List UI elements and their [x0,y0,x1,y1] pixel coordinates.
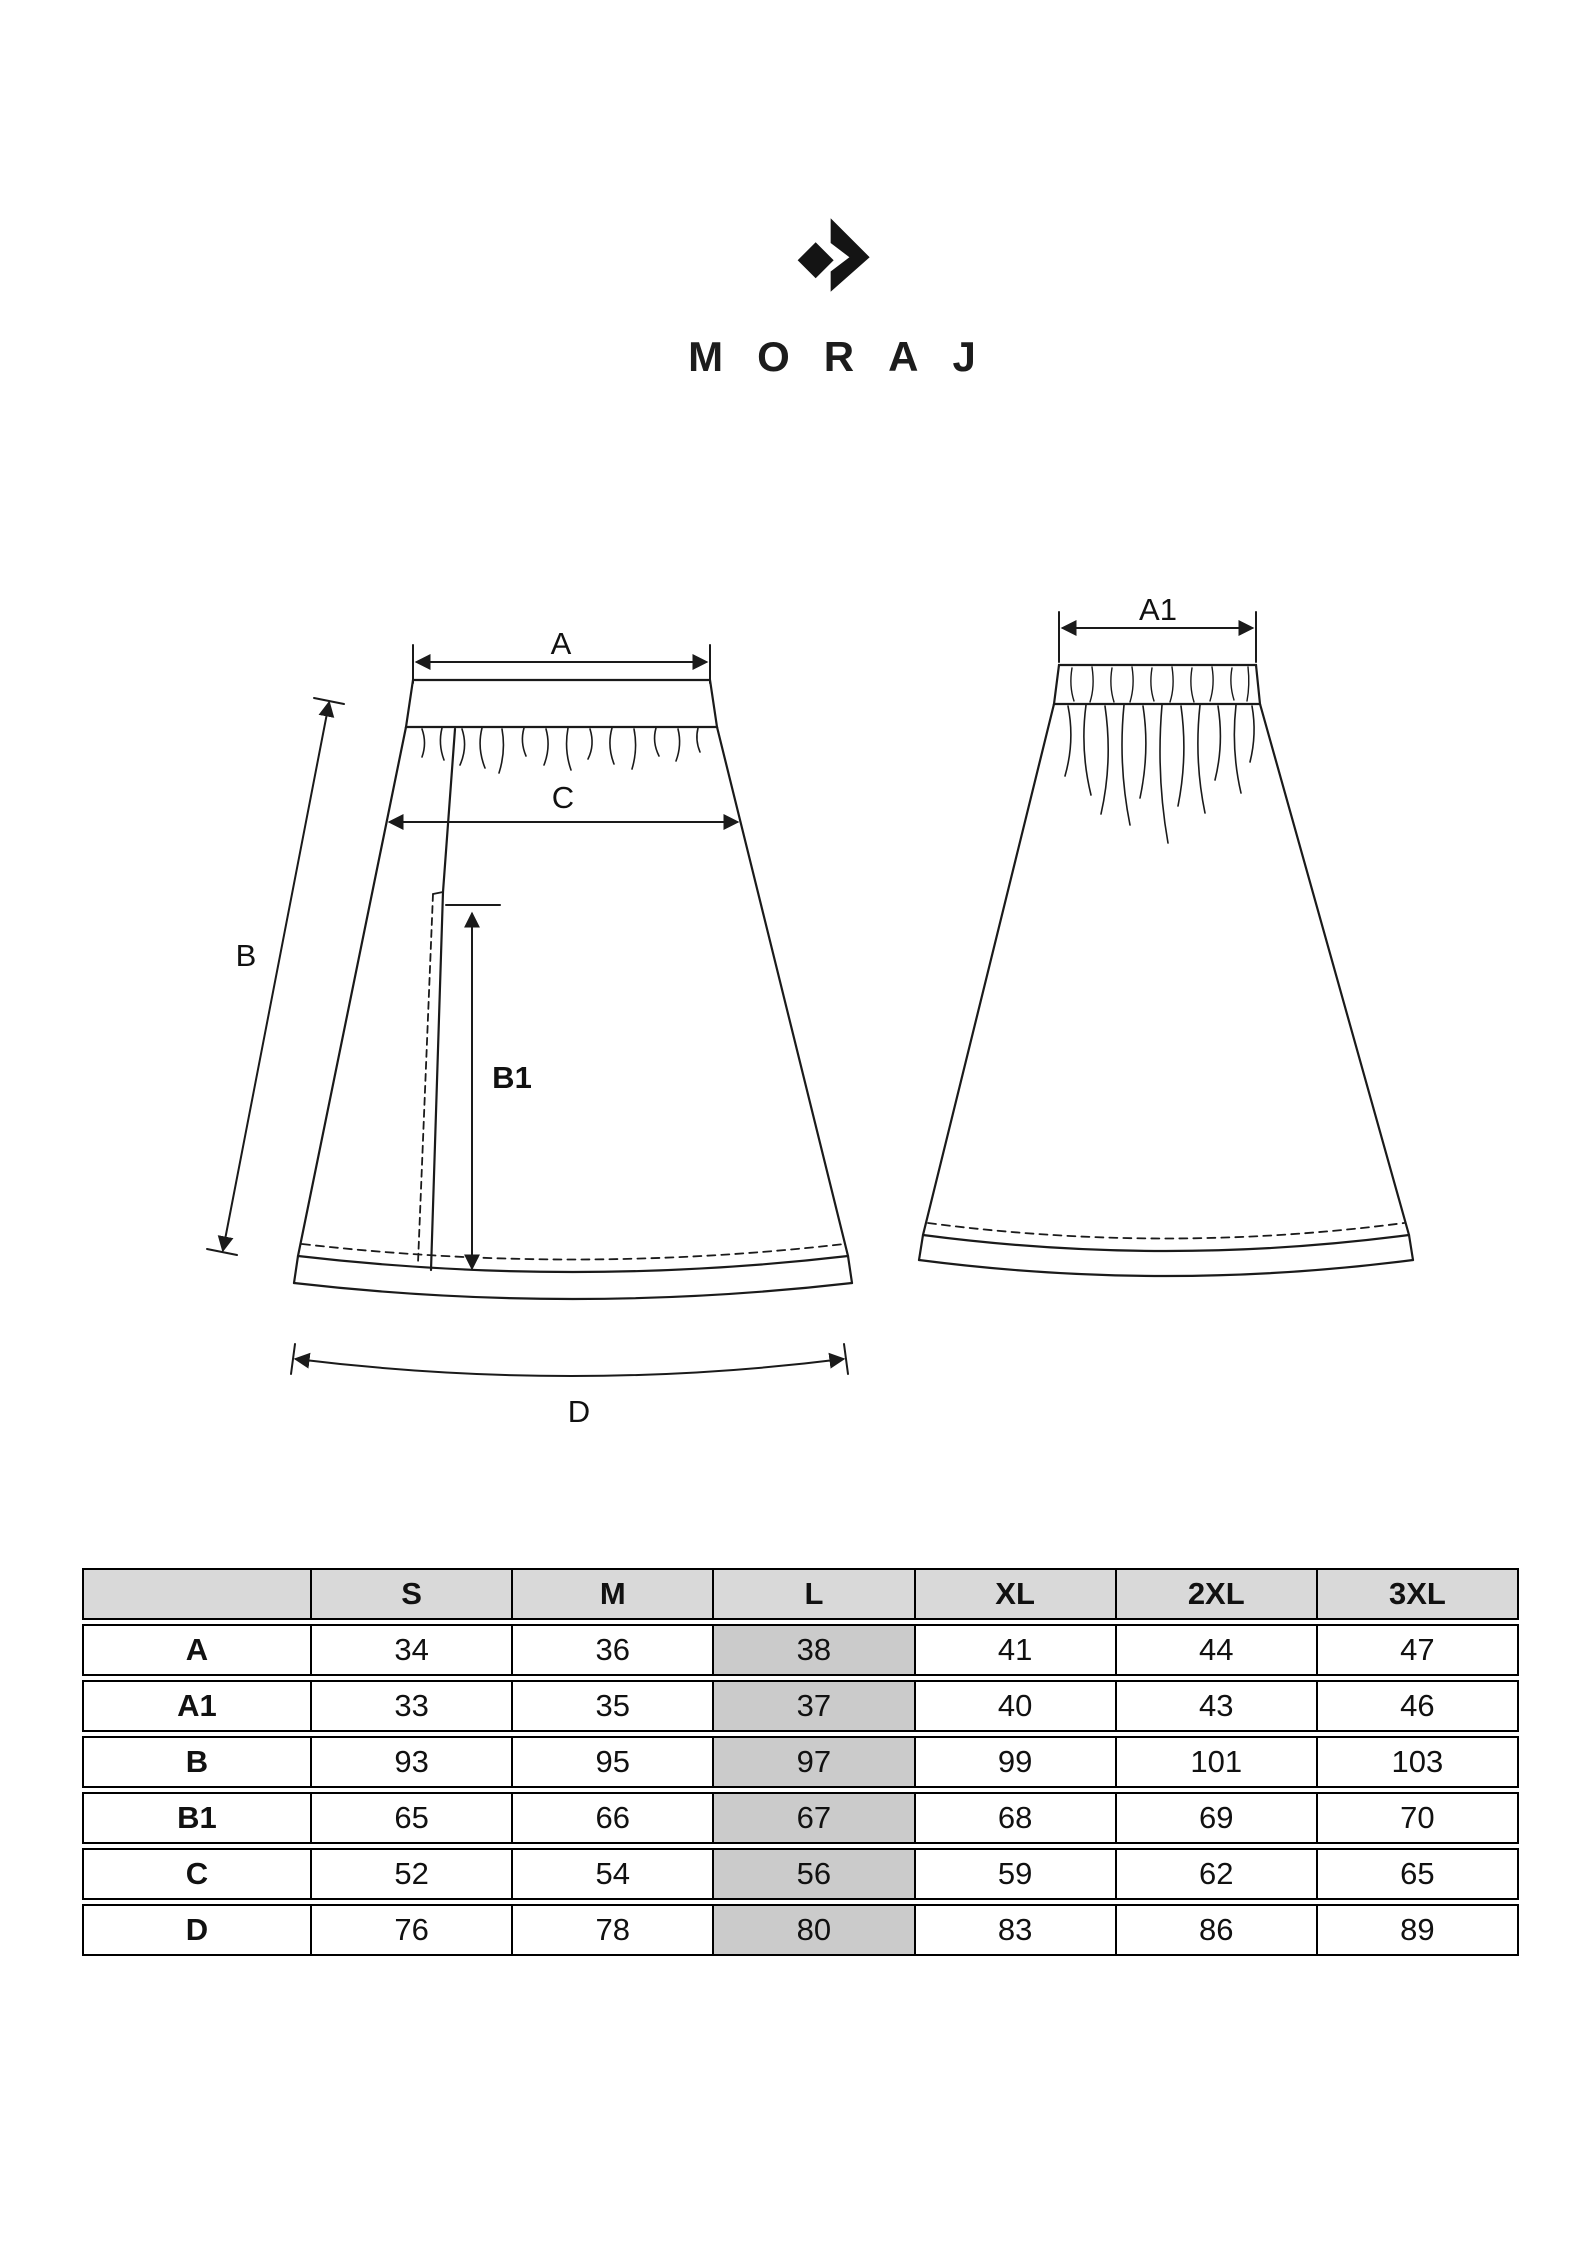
column-header-m: M [511,1570,712,1618]
front-slit-dashed [418,894,433,1263]
dim-label-a: A [550,626,572,661]
front-slit-seam [431,729,455,1270]
back-drape-lines [1065,705,1254,843]
size-table-row-b1 [82,1792,1519,1844]
size-value-cell: 46 [1316,1682,1517,1730]
size-table-row-a1 [82,1680,1519,1732]
column-header-l: L [712,1570,913,1618]
size-table-row-b [82,1736,1519,1788]
size-value-cell: 65 [1316,1850,1517,1898]
back-left-side [919,704,1054,1260]
row-label: C [185,1856,209,1891]
front-hem-top [298,1256,848,1272]
front-hem-stitch [302,1244,844,1260]
dim-d-tick-left [291,1344,295,1374]
back-right-side [1260,704,1413,1260]
size-value-cell: 93 [310,1738,511,1786]
size-value-cell: 40 [914,1682,1115,1730]
dim-label-b: B [235,938,257,973]
size-value-cell: 101 [1115,1738,1316,1786]
column-header-xl: XL [914,1570,1115,1618]
size-table-header-row [82,1568,1519,1620]
size-value-cell: 78 [511,1906,712,1954]
size-value-cell: 43 [1115,1682,1316,1730]
size-value-cell: 95 [511,1738,712,1786]
dim-label-c: C [551,780,575,815]
size-value-cell: 35 [511,1682,712,1730]
front-gather-lines [422,728,700,773]
size-value-cell: 52 [310,1850,511,1898]
size-value-cell: 83 [914,1906,1115,1954]
size-value-cell: 56 [712,1850,913,1898]
skirt-front-view-drawing [190,615,890,1465]
logo-diamond-shape [798,242,834,278]
size-value-cell: 34 [310,1626,511,1674]
size-value-cell: 103 [1316,1738,1517,1786]
size-value-cell: 33 [310,1682,511,1730]
size-value-cell: 54 [511,1850,712,1898]
size-value-cell: 70 [1316,1794,1517,1842]
size-table-row-a [82,1624,1519,1676]
back-hem-top [923,1235,1409,1251]
back-hem-bottom [919,1260,1413,1276]
dim-d-arrow [296,1359,843,1376]
size-value-cell: 97 [712,1738,913,1786]
size-value-cell: 89 [1316,1906,1517,1954]
size-table-corner-cell [84,1570,310,1618]
front-slit-top [433,892,443,894]
size-value-cell: 41 [914,1626,1115,1674]
front-hem-bottom [294,1283,852,1299]
dim-b-tick-bottom [207,1249,237,1255]
back-waistband-elastic [1071,667,1249,702]
brand-logo [688,205,1010,381]
size-value-cell: 37 [712,1682,913,1730]
size-value-cell: 76 [310,1906,511,1954]
back-waistband [1054,665,1260,704]
size-value-cell: 59 [914,1850,1115,1898]
size-value-cell: 62 [1115,1850,1316,1898]
row-label: B1 [177,1800,217,1835]
brand-logo-text: MORAJ [688,333,1010,380]
size-value-cell: 47 [1316,1626,1517,1674]
size-value-cell: 44 [1115,1626,1316,1674]
column-header-2xl: 2XL [1115,1570,1316,1618]
size-value-cell: 65 [310,1794,511,1842]
row-label: A1 [177,1688,217,1723]
size-table [82,1568,1519,1960]
skirt-back-view-drawing [900,590,1460,1330]
dim-label-d: D [567,1394,591,1429]
size-value-cell: 38 [712,1626,913,1674]
dim-label-a1: A1 [1139,592,1177,627]
front-right-side [717,727,852,1283]
size-value-cell: 99 [914,1738,1115,1786]
back-hem-stitch [928,1223,1404,1239]
column-header-3xl: 3XL [1316,1570,1517,1618]
row-label: B [185,1744,209,1779]
column-header-s: S [310,1570,511,1618]
size-value-cell: 69 [1115,1794,1316,1842]
size-value-cell: 86 [1115,1906,1316,1954]
size-value-cell: 68 [914,1794,1115,1842]
size-value-cell: 36 [511,1626,712,1674]
size-table-row-c [82,1848,1519,1900]
size-value-cell: 80 [712,1906,913,1954]
front-waistband [406,680,717,727]
dim-d-tick-right [844,1344,848,1374]
size-table-row-d [82,1904,1519,1956]
logo-chevron-shape [831,218,870,292]
front-left-side [294,727,406,1283]
size-value-cell: 66 [511,1794,712,1842]
size-value-cell: 67 [712,1794,913,1842]
row-label: D [185,1912,209,1947]
dim-b-arrow [223,703,329,1250]
row-label: A [185,1632,209,1667]
brand-logo-icon [787,205,877,305]
dim-label-b1: B1 [492,1060,532,1095]
